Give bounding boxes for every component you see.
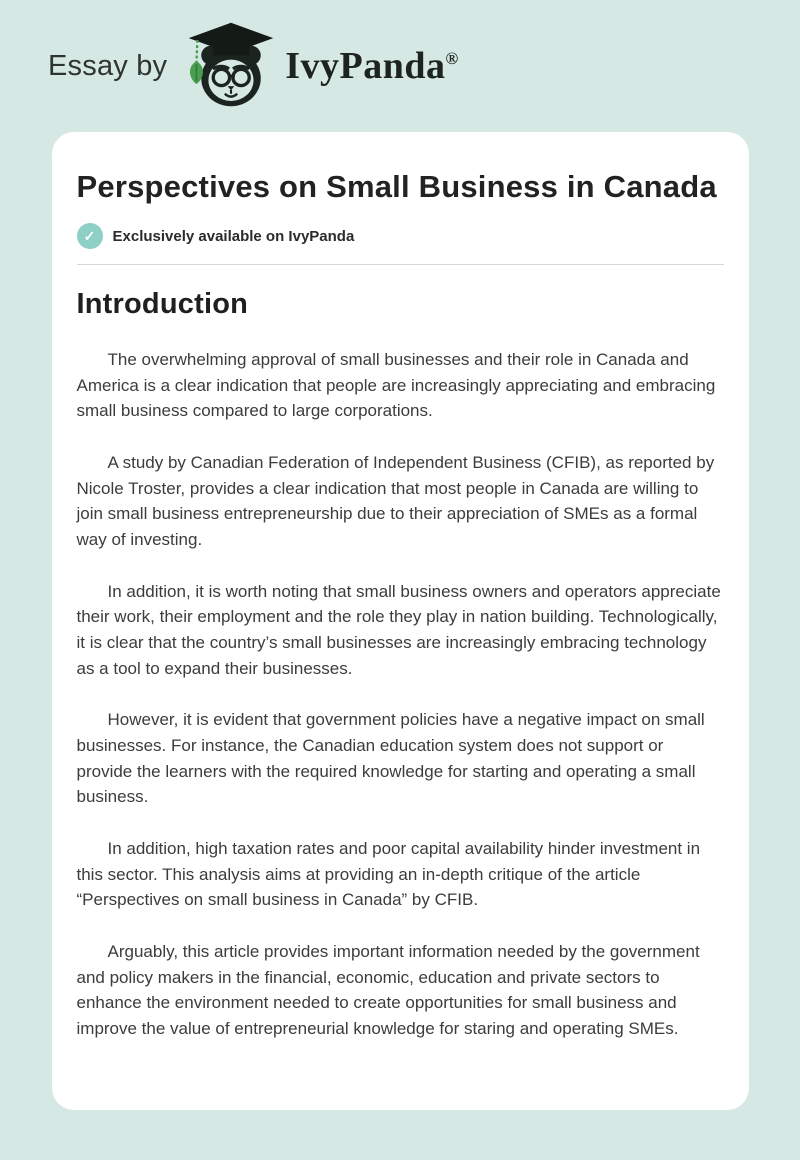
essay-body [77, 347, 724, 1041]
essay-paragraph-4: However, it is evident that government policies have a negative impact on small businesses. For instance, the Canadian education system does not support or provide the learners with the required knowledge for starting and operating a small business. [76, 710, 705, 807]
essay-paragraph-1: The overwhelming approval of small businesses and their role in Canada and America is a clear indication that people are increasingly appreciating and embracing small business compared to large corporations. [76, 350, 716, 421]
section-heading-introduction: Introduction [76, 288, 249, 321]
essay-paragraph-3: In addition, it is worth noting that small business owners and operators appreciate their work, their employment and the role they play in nation building. Technologically, it is clear that the country’s small businesses are increasingly embracing technology as a tool to expand their businesses. [76, 581, 721, 678]
badge-label: Exclusively available on IvyPanda [112, 227, 355, 245]
panda-graduate-icon [183, 18, 279, 110]
essay-card [52, 132, 749, 1110]
essay-by-label: Essay by [48, 49, 168, 82]
brand-text: IvyPanda [285, 45, 446, 87]
brand-name [285, 44, 458, 88]
check-icon: ✓ [77, 223, 103, 249]
registered-mark: ® [445, 49, 459, 68]
essay-paragraph-2: A study by Canadian Federation of Independent Business (CFIB), as reported by Nicole Troster, provides a clear indication that most people in Canada are willing to join small business entrepreneurship due to their appreciation of SMEs as a formal way of investing. [76, 453, 715, 550]
essay-paragraph-6: Arguably, this article provides important information needed by the government and policy makers in the financial, economic, education and private sectors to enhance the environment needed to create opportunities for small business and improve the value of entrepreneurial knowledge for staring and operating SMEs. [76, 941, 700, 1038]
essay-title: Perspectives on Small Business in Canada [76, 169, 717, 204]
exclusive-badge [77, 223, 724, 249]
divider [77, 264, 724, 265]
page-header [0, 0, 800, 132]
essay-paragraph-5: In addition, high taxation rates and poor capital availability hinder investment in this sector. This analysis aims at providing an in-depth critique of the article “Perspectives on small business in Canada” by CFIB. [76, 839, 701, 910]
ivypanda-logo [183, 22, 458, 110]
